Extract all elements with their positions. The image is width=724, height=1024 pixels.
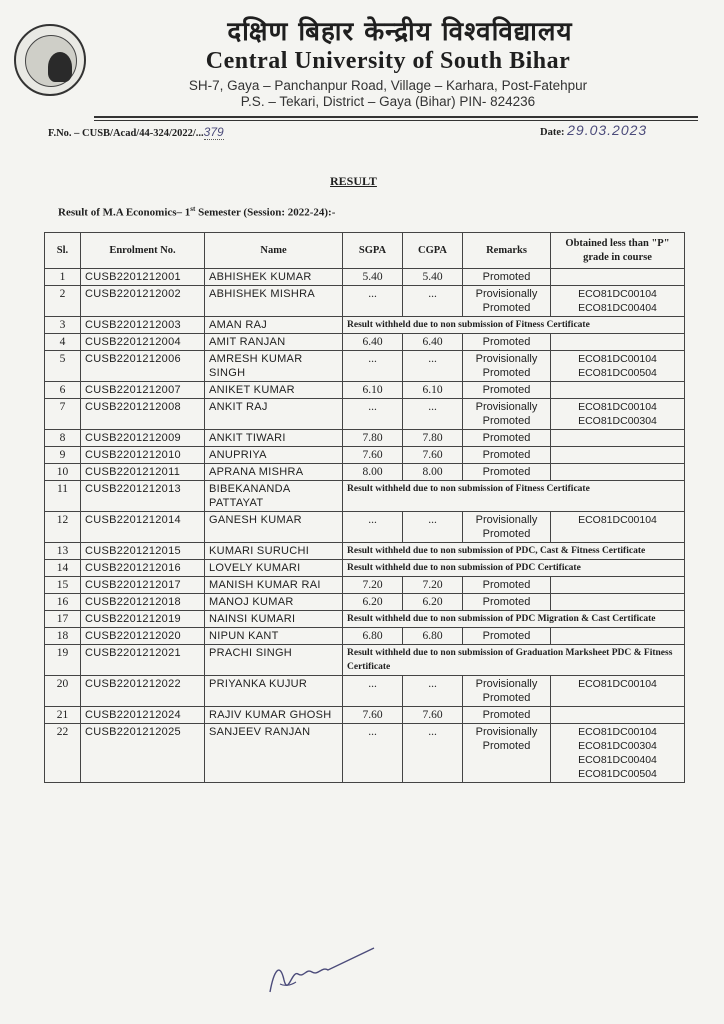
cell-sgpa: 7.60: [343, 707, 403, 724]
cell-name: NAINSI KUMARI: [205, 611, 343, 628]
cell-sl: 7: [45, 399, 81, 430]
cell-name: ANIKET KUMAR: [205, 382, 343, 399]
grade-course-code: ECO81DC00504: [578, 367, 657, 379]
cell-sgpa: ...: [343, 676, 403, 707]
cell-sl: 1: [45, 269, 81, 286]
cell-name: BIBEKANANDA PATTAYAT: [205, 481, 343, 512]
cell-grades: [551, 269, 685, 286]
column-header-cgpa: CGPA: [403, 233, 463, 269]
cell-sl: 11: [45, 481, 81, 512]
cell-name: ANUPRIYA: [205, 447, 343, 464]
cell-enrolment: CUSB2201212004: [81, 334, 205, 351]
cell-sgpa: 6.20: [343, 594, 403, 611]
cell-remarks: Provisionally Promoted: [463, 512, 551, 543]
cell-grades: [551, 382, 685, 399]
cell-cgpa: ...: [403, 512, 463, 543]
cell-name: MANOJ KUMAR: [205, 594, 343, 611]
cell-sl: 4: [45, 334, 81, 351]
cell-sl: 17: [45, 611, 81, 628]
cell-grades: [551, 707, 685, 724]
cell-remarks: Promoted: [463, 628, 551, 645]
cell-withheld-note: Result withheld due to non submission of Fitness Certificate: [343, 317, 685, 334]
cell-grades: [551, 594, 685, 611]
cell-sl: 13: [45, 543, 81, 560]
column-header-remarks: Remarks: [463, 233, 551, 269]
subtitle-sup: st: [190, 205, 196, 213]
cell-enrolment: CUSB2201212006: [81, 351, 205, 382]
cell-sgpa: ...: [343, 351, 403, 382]
university-logo: [14, 24, 86, 96]
cell-sl: 5: [45, 351, 81, 382]
cell-remarks: Promoted: [463, 577, 551, 594]
address-line-1: SH-7, Gaya – Panchanpur Road, Village – Karhara, Post-Fatehpur: [188, 78, 588, 93]
cell-enrolment: CUSB2201212003: [81, 317, 205, 334]
cell-cgpa: ...: [403, 399, 463, 430]
subtitle-prefix: Result of M.A Economics– 1: [58, 206, 191, 219]
table-row: [45, 707, 685, 724]
address-line-2: P.S. – Tekari, District – Gaya (Bihar) PIN- 824236: [240, 94, 536, 109]
cell-withheld-note: Result withheld due to non submission of PDC, Cast & Fitness Certificate: [343, 543, 685, 560]
cell-sgpa: 7.60: [343, 447, 403, 464]
cell-name: ANKIT TIWARI: [205, 430, 343, 447]
results-table-body: [45, 269, 685, 783]
subtitle-suffix: Semester (Session: 2022-24):-: [195, 206, 336, 219]
cell-enrolment: CUSB2201212010: [81, 447, 205, 464]
date-value: 29.03.2023: [567, 122, 648, 138]
table-header-row: [45, 233, 685, 269]
cell-sgpa: 7.20: [343, 577, 403, 594]
cell-sgpa: 7.80: [343, 430, 403, 447]
cell-grades: [551, 447, 685, 464]
cell-cgpa: 7.60: [403, 447, 463, 464]
cell-enrolment: CUSB2201212007: [81, 382, 205, 399]
file-number-value: 379: [203, 125, 224, 139]
file-number: [48, 125, 224, 139]
table-row: [45, 645, 685, 676]
cell-remarks: Provisionally Promoted: [463, 724, 551, 783]
table-row: [45, 351, 685, 382]
cell-cgpa: 8.00: [403, 464, 463, 481]
cell-enrolment: CUSB2201212018: [81, 594, 205, 611]
cell-sgpa: ...: [343, 512, 403, 543]
table-row: [45, 724, 685, 783]
cell-sgpa: 6.80: [343, 628, 403, 645]
cell-enrolment: CUSB2201212024: [81, 707, 205, 724]
cell-name: LOVELY KUMARI: [205, 560, 343, 577]
cell-name: PRIYANKA KUJUR: [205, 676, 343, 707]
grade-course-code: ECO81DC00104: [578, 288, 657, 300]
cell-sl: 14: [45, 560, 81, 577]
cell-enrolment: CUSB2201212002: [81, 286, 205, 317]
column-header-sl: Sl.: [45, 233, 81, 269]
cell-enrolment: CUSB2201212017: [81, 577, 205, 594]
table-row: [45, 286, 685, 317]
results-table: [44, 232, 685, 783]
table-row: [45, 464, 685, 481]
cell-enrolment: CUSB2201212021: [81, 645, 205, 676]
cell-cgpa: ...: [403, 351, 463, 382]
cell-cgpa: ...: [403, 286, 463, 317]
cell-remarks: Promoted: [463, 269, 551, 286]
table-row: [45, 399, 685, 430]
cell-name: ABHISHEK KUMAR: [205, 269, 343, 286]
signature: [262, 940, 382, 1000]
result-heading: RESULT: [330, 174, 377, 188]
cell-name: PRACHI SINGH: [205, 645, 343, 676]
cell-enrolment: CUSB2201212016: [81, 560, 205, 577]
cell-name: AMAN RAJ: [205, 317, 343, 334]
date-label: Date:: [540, 127, 565, 138]
cell-name: APRANA MISHRA: [205, 464, 343, 481]
grade-course-code: ECO81DC00304: [578, 415, 657, 427]
table-row: [45, 577, 685, 594]
cell-withheld-note: Result withheld due to non submission of Graduation Marksheet PDC & Fitness Certificate: [343, 645, 685, 676]
cell-grades: [551, 351, 685, 382]
cell-remarks: Promoted: [463, 334, 551, 351]
cell-name: GANESH KUMAR: [205, 512, 343, 543]
cell-sl: 19: [45, 645, 81, 676]
cell-remarks: Promoted: [463, 594, 551, 611]
cell-enrolment: CUSB2201212001: [81, 269, 205, 286]
cell-sgpa: 5.40: [343, 269, 403, 286]
table-row: [45, 628, 685, 645]
column-header-sgpa: SGPA: [343, 233, 403, 269]
cell-name: AMRESH KUMAR SINGH: [205, 351, 343, 382]
cell-sl: 10: [45, 464, 81, 481]
cell-remarks: Promoted: [463, 464, 551, 481]
cell-remarks: Provisionally Promoted: [463, 286, 551, 317]
cell-grades: [551, 577, 685, 594]
cell-grades: [551, 464, 685, 481]
cell-sl: 3: [45, 317, 81, 334]
cell-sl: 8: [45, 430, 81, 447]
header-divider-thin: [94, 120, 698, 121]
grade-course-code: ECO81DC00404: [578, 302, 657, 314]
document-date: [540, 122, 647, 138]
cell-enrolment: CUSB2201212020: [81, 628, 205, 645]
cell-name: ANKIT RAJ: [205, 399, 343, 430]
column-header-enrolment: Enrolment No.: [81, 233, 205, 269]
cell-cgpa: 5.40: [403, 269, 463, 286]
cell-cgpa: 7.60: [403, 707, 463, 724]
table-row: [45, 481, 685, 512]
cell-enrolment: CUSB2201212013: [81, 481, 205, 512]
grade-course-code: ECO81DC00104: [578, 726, 657, 738]
cell-cgpa: 6.40: [403, 334, 463, 351]
cell-grades: [551, 676, 685, 707]
cell-sgpa: 6.10: [343, 382, 403, 399]
grade-course-code: ECO81DC00104: [578, 678, 657, 690]
table-row: [45, 447, 685, 464]
cell-name: AMIT RANJAN: [205, 334, 343, 351]
result-subtitle: [58, 205, 335, 219]
cell-remarks: Promoted: [463, 430, 551, 447]
cell-enrolment: CUSB2201212019: [81, 611, 205, 628]
cell-remarks: Provisionally Promoted: [463, 676, 551, 707]
column-header-grade: Obtained less than "P" grade in course: [551, 233, 685, 269]
cell-sl: 2: [45, 286, 81, 317]
cell-cgpa: 7.20: [403, 577, 463, 594]
hindi-title: दक्षिण बिहार केन्द्रीय विश्वविद्यालय: [227, 17, 573, 47]
cell-enrolment: CUSB2201212025: [81, 724, 205, 783]
cell-sgpa: ...: [343, 724, 403, 783]
file-number-label: F.No. – CUSB/Acad/44-324/2022/...: [48, 128, 204, 139]
grade-course-code: ECO81DC00104: [578, 401, 657, 413]
cell-remarks: Promoted: [463, 382, 551, 399]
logo-emblem: [25, 35, 77, 87]
cell-name: SANJEEV RANJAN: [205, 724, 343, 783]
table-row: [45, 334, 685, 351]
cell-sgpa: ...: [343, 399, 403, 430]
cell-enrolment: CUSB2201212015: [81, 543, 205, 560]
cell-sl: 9: [45, 447, 81, 464]
logo-tree-icon: [48, 52, 72, 82]
grade-course-code: ECO81DC00104: [578, 514, 657, 526]
cell-name: NIPUN KANT: [205, 628, 343, 645]
cell-remarks: Promoted: [463, 447, 551, 464]
table-row: [45, 560, 685, 577]
cell-grades: [551, 628, 685, 645]
cell-enrolment: CUSB2201212014: [81, 512, 205, 543]
cell-cgpa: 7.80: [403, 430, 463, 447]
cell-cgpa: ...: [403, 724, 463, 783]
cell-remarks: Provisionally Promoted: [463, 399, 551, 430]
cell-cgpa: 6.20: [403, 594, 463, 611]
cell-grades: [551, 399, 685, 430]
grade-course-code: ECO81DC00504: [578, 768, 657, 780]
cell-sl: 12: [45, 512, 81, 543]
cell-grades: [551, 724, 685, 783]
table-row: [45, 611, 685, 628]
cell-remarks: Promoted: [463, 707, 551, 724]
cell-name: ABHISHEK MISHRA: [205, 286, 343, 317]
cell-withheld-note: Result withheld due to non submission of PDC Certificate: [343, 560, 685, 577]
table-row: [45, 430, 685, 447]
cell-cgpa: ...: [403, 676, 463, 707]
table-row: [45, 543, 685, 560]
table-row: [45, 269, 685, 286]
cell-sgpa: 6.40: [343, 334, 403, 351]
cell-sl: 18: [45, 628, 81, 645]
table-row: [45, 382, 685, 399]
cell-grades: [551, 512, 685, 543]
table-row: [45, 317, 685, 334]
cell-name: KUMARI SURUCHI: [205, 543, 343, 560]
cell-enrolment: CUSB2201212011: [81, 464, 205, 481]
column-header-name: Name: [205, 233, 343, 269]
cell-name: RAJIV KUMAR GHOSH: [205, 707, 343, 724]
cell-name: MANISH KUMAR RAI: [205, 577, 343, 594]
cell-sl: 15: [45, 577, 81, 594]
cell-enrolment: CUSB2201212008: [81, 399, 205, 430]
cell-grades: [551, 334, 685, 351]
cell-withheld-note: Result withheld due to non submission of PDC Migration & Cast Certificate: [343, 611, 685, 628]
cell-grades: [551, 286, 685, 317]
cell-sl: 21: [45, 707, 81, 724]
cell-grades: [551, 430, 685, 447]
grade-course-code: ECO81DC00104: [578, 353, 657, 365]
cell-sgpa: 8.00: [343, 464, 403, 481]
table-row: [45, 512, 685, 543]
cell-withheld-note: Result withheld due to non submission of Fitness Certificate: [343, 481, 685, 512]
cell-enrolment: CUSB2201212022: [81, 676, 205, 707]
cell-sl: 20: [45, 676, 81, 707]
grade-course-code: ECO81DC00404: [578, 754, 657, 766]
table-row: [45, 594, 685, 611]
cell-sl: 22: [45, 724, 81, 783]
cell-enrolment: CUSB2201212009: [81, 430, 205, 447]
grade-course-code: ECO81DC00304: [578, 740, 657, 752]
cell-sgpa: ...: [343, 286, 403, 317]
cell-sl: 6: [45, 382, 81, 399]
header-divider: [94, 116, 698, 118]
table-row: [45, 676, 685, 707]
cell-cgpa: 6.10: [403, 382, 463, 399]
cell-cgpa: 6.80: [403, 628, 463, 645]
cell-remarks: Provisionally Promoted: [463, 351, 551, 382]
english-title: Central University of South Bihar: [205, 48, 571, 74]
cell-sl: 16: [45, 594, 81, 611]
